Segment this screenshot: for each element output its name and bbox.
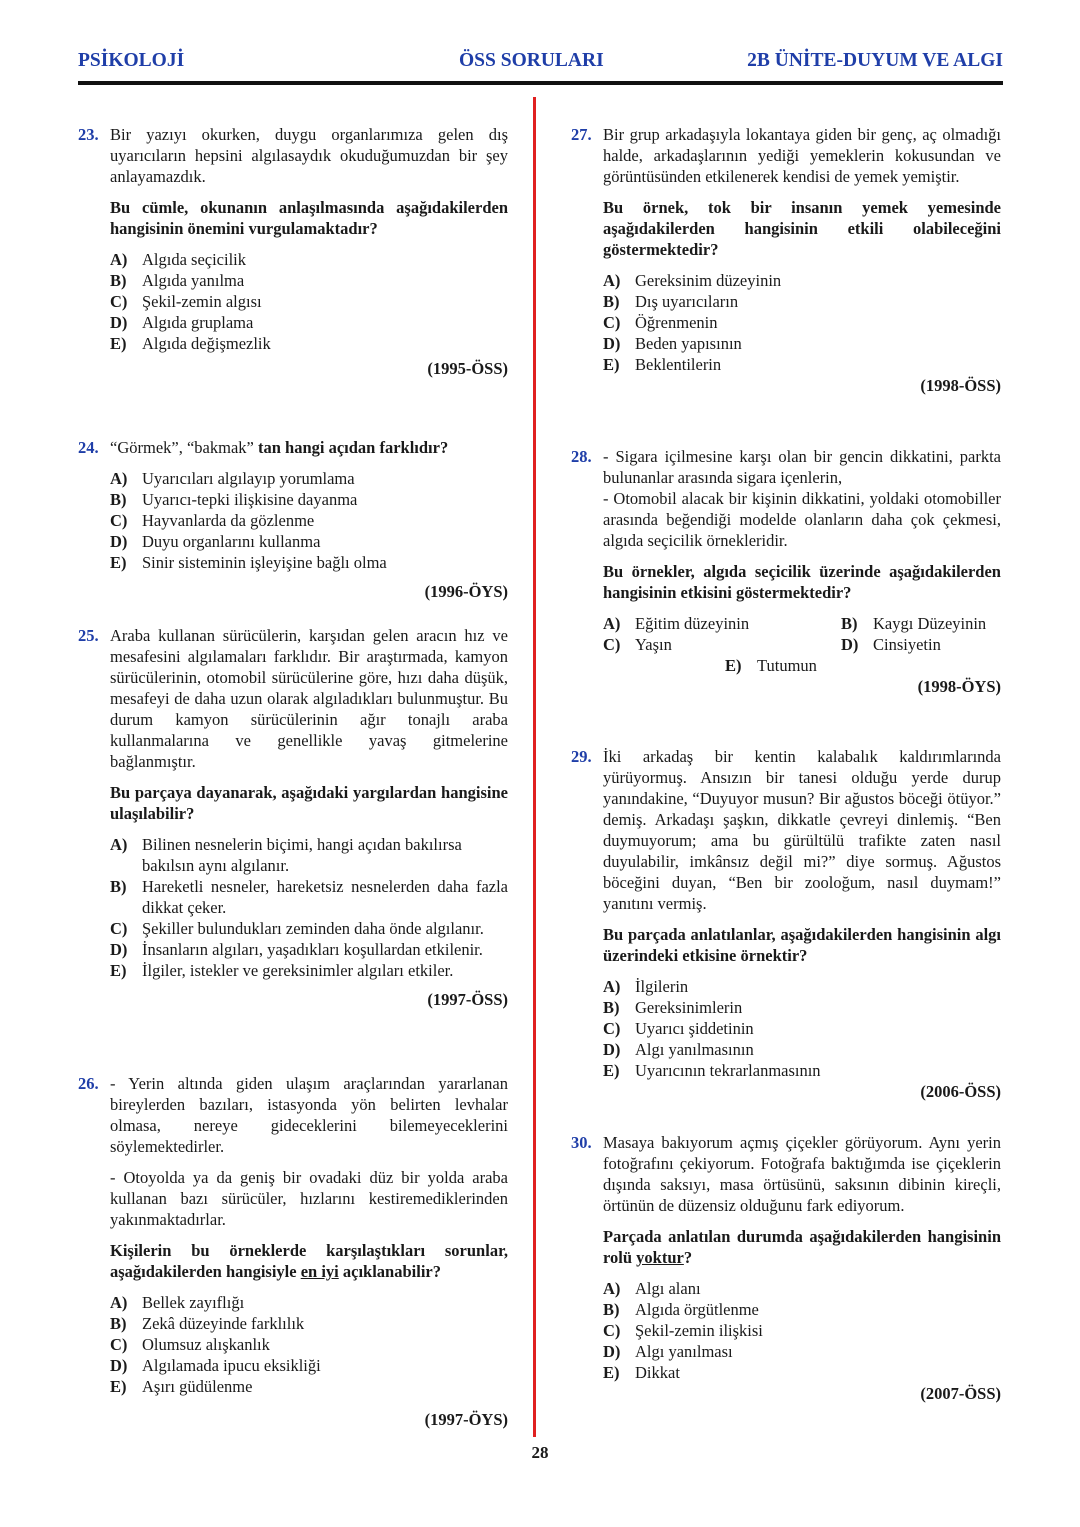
option-b[interactable]: B) Algıda yanılma — [110, 271, 245, 290]
question-number: 30. — [571, 1133, 592, 1152]
question-source: (1998-ÖYS) — [917, 677, 1001, 696]
header-rule — [78, 81, 1003, 85]
question-23 — [78, 124, 508, 379]
option-b[interactable]: B) Hareketli nesneler, hareketsiz nesnelerden daha fazla dikkat çeker. — [110, 877, 508, 917]
option-c[interactable]: C) Şekiller bulundukları zeminden daha önde algılanır. — [110, 919, 484, 938]
option-c[interactable]: C) Şekil-zemin ilişkisi — [603, 1321, 763, 1340]
header-subject: PSİKOLOJİ — [78, 50, 185, 71]
options-grid — [603, 613, 1001, 676]
option-d[interactable]: D) Beden yapısının — [603, 334, 742, 353]
option-b[interactable]: B) Dış uyarıcıların — [603, 292, 739, 311]
option-a[interactable]: A) Bellek zayıflığı — [110, 1293, 245, 1312]
option-d[interactable]: D) Algı yanılmasının — [603, 1040, 754, 1059]
options-list — [110, 249, 508, 354]
question-number: 28. — [571, 447, 592, 466]
option-c[interactable]: C) Yaşın — [603, 635, 672, 654]
question-number: 25. — [78, 626, 99, 645]
question-stem: Araba kullanan sürücülerin, karşıdan gelen aracın hız ve mesafesini algılamaları farklıdır. Bir araştırmada, kamyon sürücülerinin, otomobil sürücülerine göre, hızı daha düşük, mesafeyi de daha uzun olarak algıladıkları bulunmuştur. Bu durum kamyon sürücülerinin ağır tonajlı araba kullanmalarına ve genellikle yavaş gitmelerine bağlanmıştır. — [110, 626, 508, 771]
question-number: 23. — [78, 125, 99, 144]
option-d[interactable]: D) Algı yanılması — [603, 1342, 733, 1361]
question-stem-2: - Otoyolda ya da geniş bir ovadaki düz bir yolda araba kullanan bazı sürücüler, hızlarını kestiremediklerinden yakınmaktadırlar. — [110, 1168, 508, 1229]
header-title: ÖSS SORULARI — [459, 50, 604, 71]
option-c[interactable]: C) Hayvanlarda da gözlenme — [110, 511, 315, 530]
option-e[interactable]: E) Uyarıcının tekrarlanmasının — [603, 1061, 821, 1080]
question-number: 27. — [571, 125, 592, 144]
question-24 — [78, 437, 508, 602]
question-prompt: Bu parçaya dayanarak, aşağıdaki yargılardan hangisine ulaşılabilir? — [110, 783, 508, 823]
question-27 — [571, 124, 1001, 396]
options-list — [603, 1278, 1001, 1383]
option-b[interactable]: B) Kaygı Düzeyinin — [841, 614, 987, 633]
question-28 — [571, 446, 1001, 697]
question-stem-1: - Sigara içilmesine karşı olan bir gencin dikkatini, parkta bulunanlar arasında sigara içenlerin, — [603, 447, 1001, 487]
option-a[interactable]: A) Algı alanı — [603, 1279, 701, 1298]
question-number: 26. — [78, 1074, 99, 1093]
question-stem-1: - Yerin altında giden ulaşım araçlarından yararlanan bireylerden bazıları, istasyonda yön belirten levhalar olmasa, nereye gideceklerini bilemeyeceklerini söylemektedirler. — [110, 1074, 508, 1156]
options-list — [603, 976, 1001, 1081]
option-a[interactable]: A) Eğitim düzeyinin — [603, 614, 750, 633]
option-a[interactable]: A) Algıda seçicilik — [110, 250, 247, 269]
question-prompt: Parçada anlatılan durumda aşağıdakilerden hangisinin rolü yoktur? — [603, 1227, 1001, 1267]
option-d[interactable]: D) Algılamada ipucu eksikliği — [110, 1356, 321, 1375]
options-list — [603, 270, 1001, 375]
question-29 — [571, 746, 1001, 1102]
option-d[interactable]: D) Cinsiyetin — [841, 635, 941, 654]
question-prompt: Bu örnek, tok bir insanın yemek yemesinde aşağıdakilerden hangisinin etkili olabileceğini göstermektedir? — [603, 198, 1001, 259]
question-30 — [571, 1132, 1001, 1404]
option-a[interactable]: A) Bilinen nesnelerin biçimi, hangi açıdan bakılırsa bakılsın aynı algılanır. — [110, 835, 462, 875]
options-list — [110, 834, 508, 981]
question-source: (1998-ÖSS) — [920, 376, 1001, 395]
option-b[interactable]: B) Uyarıcı-tepki ilişkisine dayanma — [110, 490, 358, 509]
page-header — [78, 50, 1003, 78]
option-e[interactable]: E) Beklentilerin — [603, 355, 722, 374]
option-a[interactable]: A) İlgilerin — [603, 977, 689, 996]
option-c[interactable]: C) Uyarıcı şiddetinin — [603, 1019, 754, 1038]
question-stem: Bir grup arkadaşıyla lokantaya giden bir genç, aç olmadığı halde, arkadaşlarının yediği yemeklerin kokusundan ve görüntüsünden etkilenerek kendisi de yemek yemiştir. — [603, 125, 1001, 186]
question-stem-2: - Otomobil alacak bir kişinin dikkatini, yoldaki otomobiller arasında beğendiği modelde olanların daha çok çekmesi, algıda seçicilik örnekleridir. — [603, 489, 1001, 550]
option-a[interactable]: A) Gereksinim düzeyinin — [603, 271, 782, 290]
option-b[interactable]: B) Gereksinimlerin — [603, 998, 743, 1017]
question-prompt: Bu parçada anlatılanlar, aşağıdakilerden hangisinin algı üzerindeki etkisine örnektir? — [603, 925, 1001, 965]
question-stem: “Görmek”, “bakmak” tan hangi açıdan farklıdır? — [110, 438, 449, 457]
question-prompt: Bu örnekler, algıda seçicilik üzerinde aşağıdakilerden hangisinin etkisini göstermektedir? — [603, 562, 1001, 602]
question-26 — [78, 1073, 508, 1430]
question-source: (1997-ÖYS) — [424, 1410, 508, 1429]
option-d[interactable]: D) Duyu organlarını kullanma — [110, 532, 321, 551]
option-c[interactable]: C) Öğrenmenin — [603, 313, 718, 332]
question-source: (1996-ÖYS) — [424, 582, 508, 601]
question-source: (2007-ÖSS) — [920, 1384, 1001, 1403]
option-e[interactable]: E) Aşırı güdülenme — [110, 1377, 253, 1396]
option-c[interactable]: C) Şekil-zemin algısı — [110, 292, 262, 311]
option-e[interactable]: E) Dikkat — [603, 1363, 680, 1382]
question-stem: İki arkadaş bir kentin kalabalık kaldırımlarında yürüyormuş. Ansızın bir tanesi olduğu yerde durup yanındakine, “Duyuyor musun? Bir ağustos böceği ötüyor.” demiş. Arkadaşı şaşkın, dikkatle çevreyi dinlemiş. “Ben duymuyorum; ama bu gürültülü trafikte zaten nasıl duyulabilir, imkânsız değil mi?” diye sormuş. Ağustos böceğini duyan, “Ben bir zooloğum, nasıl duymam!” yanıtını vermiş. — [603, 747, 1001, 913]
option-a[interactable]: A) Uyarıcıları algılayıp yorumlama — [110, 469, 355, 488]
question-number: 29. — [571, 747, 592, 766]
option-e[interactable]: E) Sinir sisteminin işleyişine bağlı olma — [110, 553, 387, 572]
option-b[interactable]: B) Zekâ düzeyinde farklılık — [110, 1314, 305, 1333]
question-stem: Bir yazıyı okurken, duygu organlarımıza gelen dış uyarıcıların hepsini algılasaydık okuduğumuzdan bir şey anlayamazdık. — [110, 125, 508, 186]
page-number: 28 — [531, 1443, 549, 1462]
option-c[interactable]: C) Olumsuz alışkanlık — [110, 1335, 270, 1354]
options-list — [110, 1292, 508, 1397]
option-e[interactable]: E) Tutumun — [725, 656, 817, 675]
header-unit: 2B ÜNİTE-DUYUM VE ALGI — [747, 50, 1003, 71]
question-source: (1997-ÖSS) — [427, 990, 508, 1009]
question-prompt: Kişilerin bu örneklerde karşılaştıkları sorunlar, aşağıdakilerden hangisiyle en iyi açıklanabilir? — [110, 1241, 508, 1281]
question-25 — [78, 625, 508, 1010]
option-d[interactable]: D) İnsanların algıları, yaşadıkları koşullardan etkilenir. — [110, 940, 483, 959]
column-divider — [533, 97, 536, 1437]
option-b[interactable]: B) Algıda örgütlenme — [603, 1300, 759, 1319]
option-d[interactable]: D) Algıda gruplama — [110, 313, 254, 332]
options-list — [110, 468, 508, 573]
question-source: (2006-ÖSS) — [920, 1082, 1001, 1101]
question-stem: Masaya bakıyorum açmış çiçekler görüyorum. Aynı yerin fotoğrafını çekiyorum. Fotoğrafa baktığımda ise çiçeklerin dışında saksıyı, masa örtüsünü, saksının dibinin kireçli, örtünün de düzensiz olduğunu fark ediyorum. — [603, 1133, 1001, 1215]
question-prompt: Bu cümle, okunanın anlaşılmasında aşağıdakilerden hangisinin önemini vurgulamaktadır? — [110, 198, 508, 238]
question-number: 24. — [78, 438, 99, 457]
option-e[interactable]: E) Algıda değişmezlik — [110, 334, 271, 353]
option-e[interactable]: E) İlgiler, istekler ve gereksinimler algıları etkiler. — [110, 961, 454, 980]
question-source: (1995-ÖSS) — [427, 359, 508, 378]
